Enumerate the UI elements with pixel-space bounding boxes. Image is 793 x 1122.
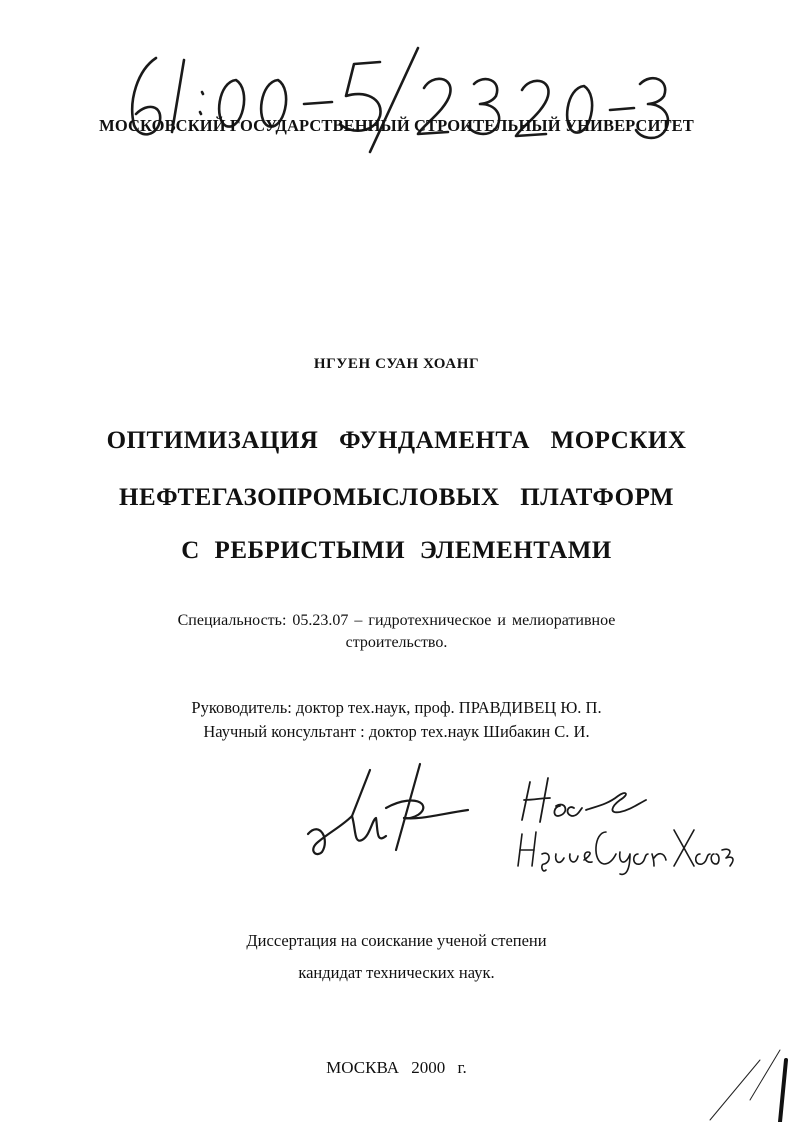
thesis-title-line-2: НЕФТЕГАЗОПРОМЫСЛОВЫХ ПЛАТФОРМ xyxy=(119,484,674,511)
degree-line-2: кандидат технических наук. xyxy=(298,963,495,982)
specialty-line-2: строительство. xyxy=(345,634,448,651)
consultant-line: Научный консультант : доктор тех.наук Шибакин С. И. xyxy=(203,722,590,741)
supervisor-signature xyxy=(300,760,475,870)
thesis-title-line-1: ОПТИМИЗАЦИЯ ФУНДАМЕНТА МОРСКИХ xyxy=(106,427,687,454)
scan-edge-marks xyxy=(690,1030,793,1122)
handwritten-archive-number xyxy=(118,40,678,155)
specialty-line-1: Специальность: 05.23.07 – гидротехническое и мелиоративное xyxy=(177,612,616,629)
author-signature-handwritten-name xyxy=(518,830,733,874)
thesis-title-line-3: С РЕБРИСТЫМИ ЭЛЕМЕНТАМИ xyxy=(181,537,612,564)
degree-line-1: Диссертация на соискание ученой степени xyxy=(246,931,547,950)
city-and-year: МОСКВА 2000 г. xyxy=(326,1058,467,1077)
supervisor-line: Руководитель: доктор тех.наук, проф. ПРАВДИВЕЦ Ю. П. xyxy=(191,698,602,717)
author-signature xyxy=(508,770,738,880)
university-name: МОСКОВСКИЙ ГОСУДАРСТВЕННЫЙ СТРОИТЕЛЬНЫЙ УНИВЕРСИТЕТ xyxy=(99,116,694,135)
author-name: НГУЕН СУАН ХОАНГ xyxy=(313,356,480,372)
